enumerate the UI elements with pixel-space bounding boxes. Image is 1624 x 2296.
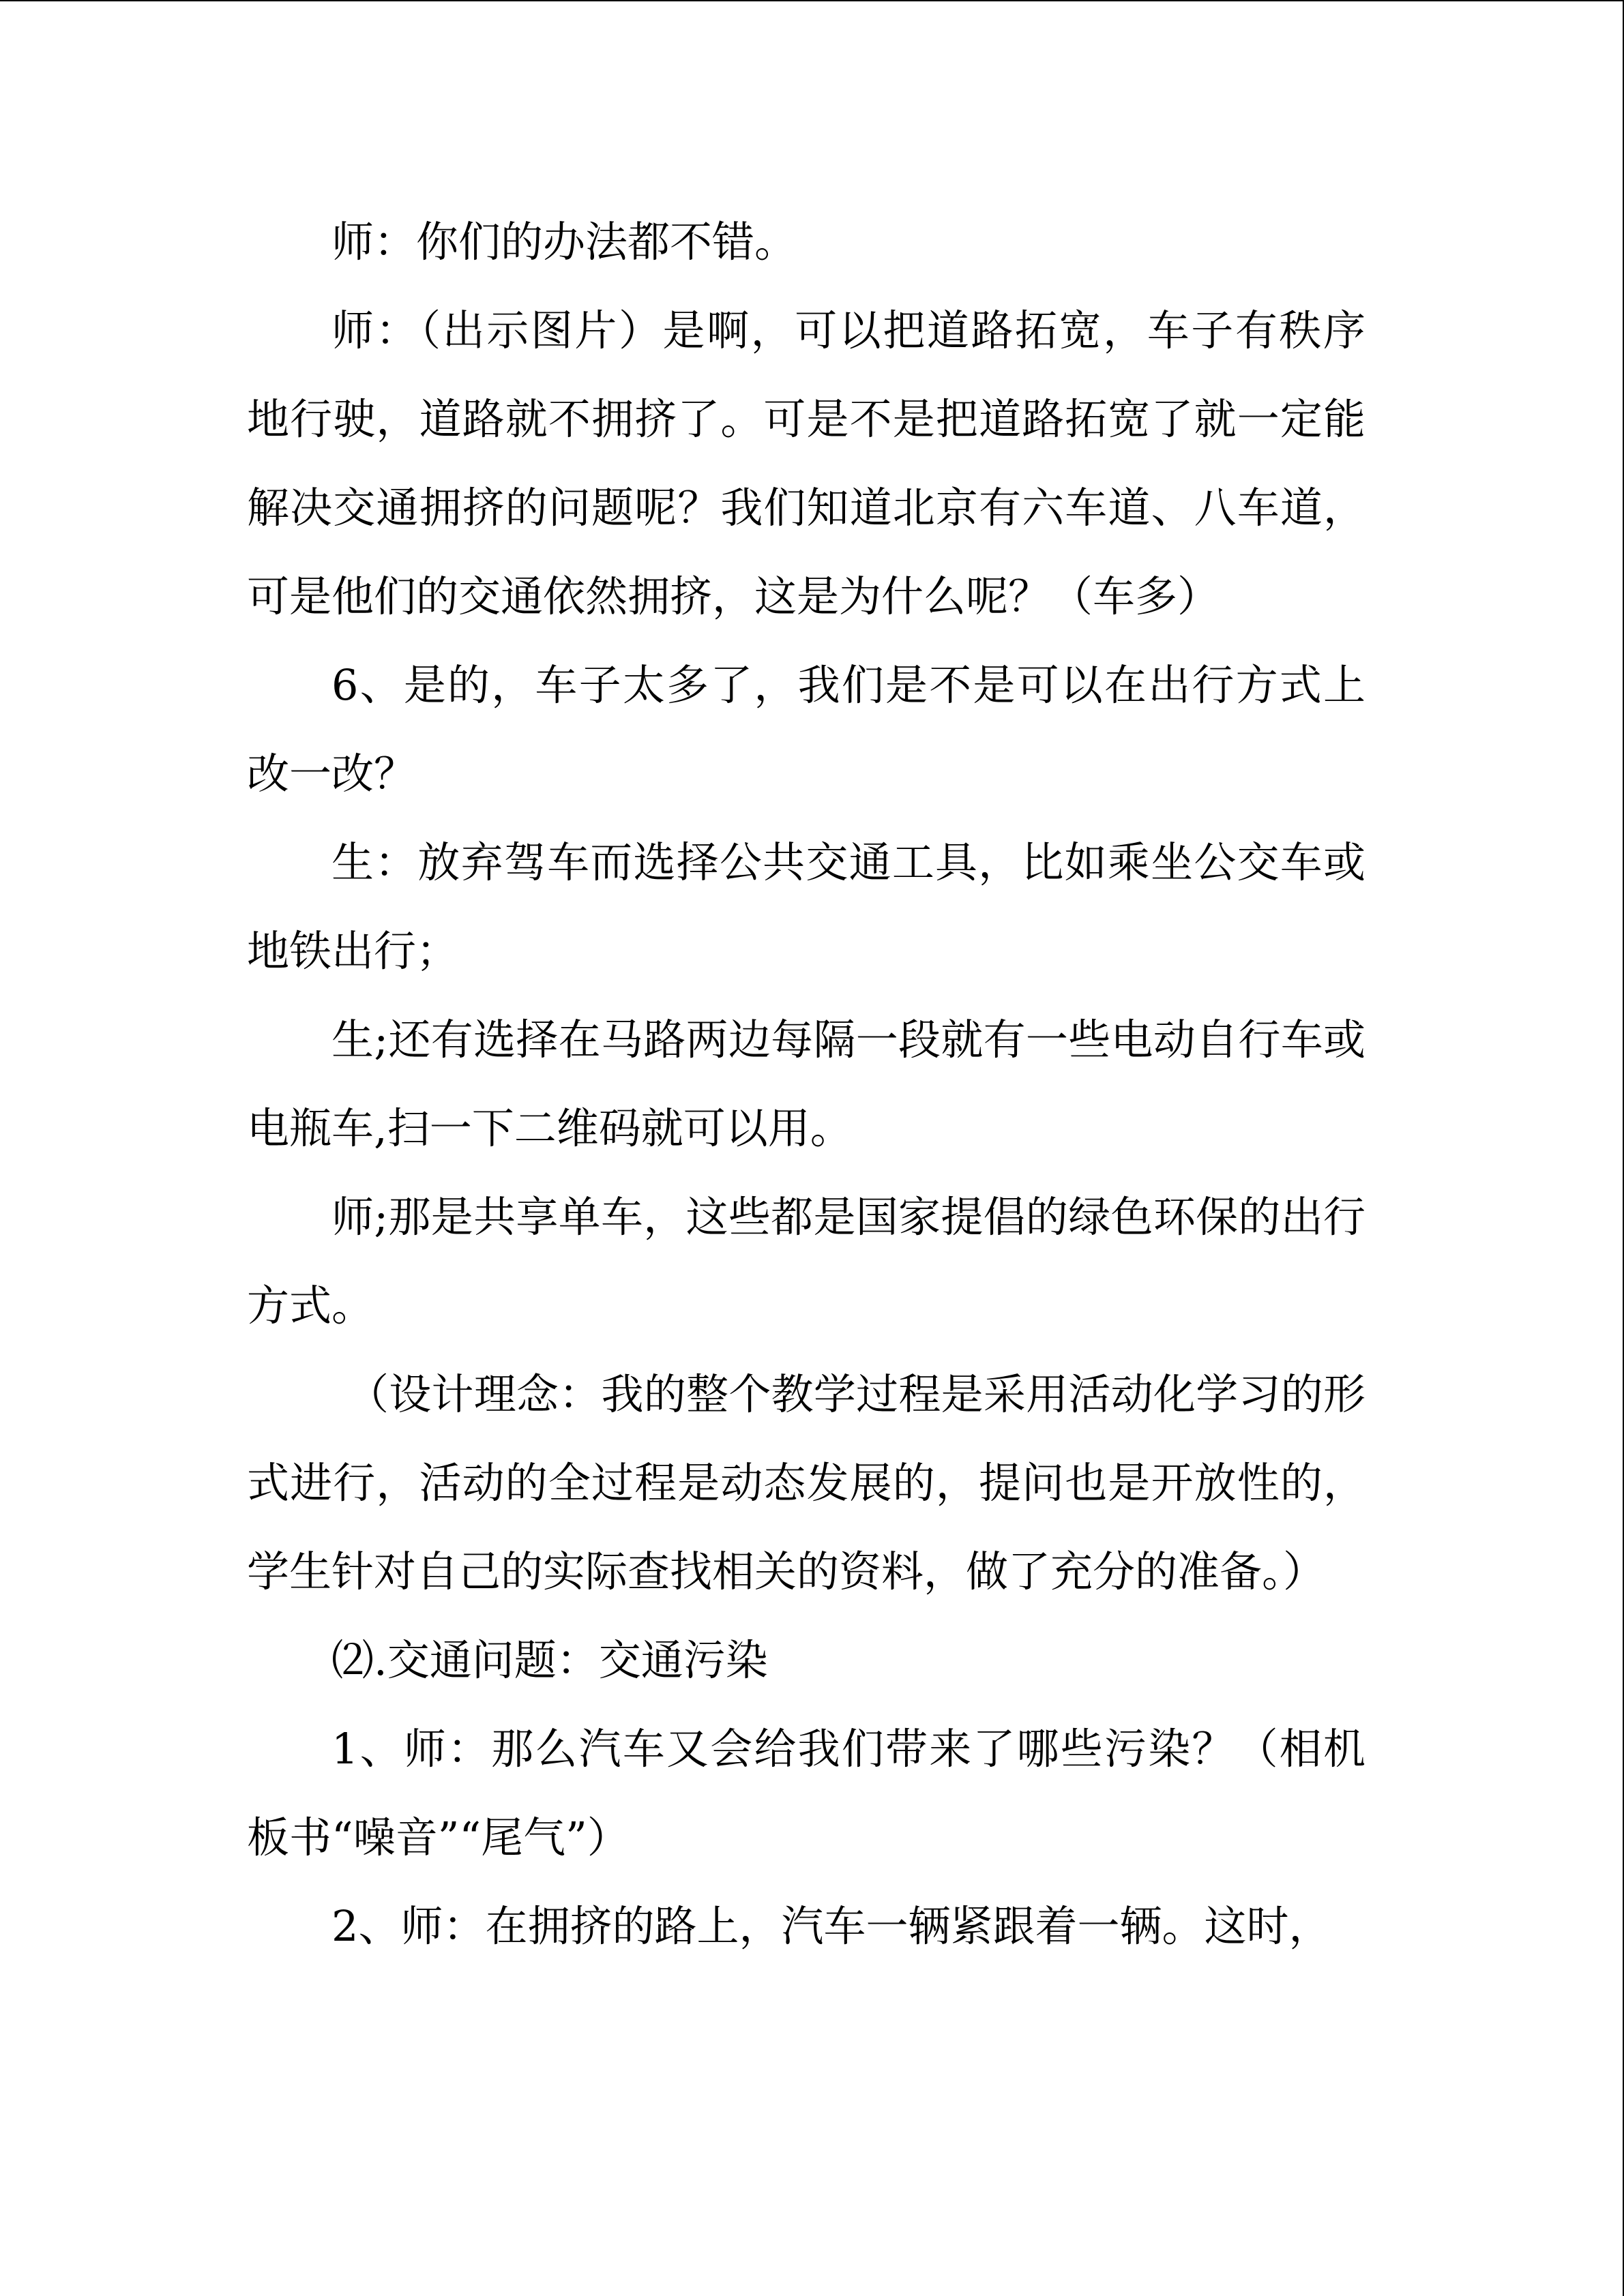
paragraph: 师：你们的办法都不错。 <box>331 217 797 267</box>
document-body <box>247 198 1365 1971</box>
paragraph: 6、是的，车子太多了，我们是不是可以在出行方式上改一改？ <box>247 660 1365 799</box>
paragraph: 2、师：在拥挤的路上，汽车一辆紧跟着一辆。这时， <box>331 1901 1331 1951</box>
paragraph: 师;那是共享单车，这些都是国家提倡的绿色环保的出行方式。 <box>247 1192 1365 1330</box>
design-note-paragraph: （设计理念：我的整个教学过程是采用活动化学习的形式进行，活动的全过程是动态发展的，提问也是开放性的，学生针对自己的实际查找相关的资料，做了充分的准备。） <box>247 1369 1365 1596</box>
paragraph: 生;还有选择在马路两边每隔一段就有一些电动自行车或电瓶车,扫一下二维码就可以用。 <box>247 1015 1365 1153</box>
paragraph: 生：放弃驾车而选择公共交通工具，比如乘坐公交车或地铁出行； <box>247 837 1365 976</box>
section-heading: ⑵.交通问题：交通污染 <box>331 1635 768 1685</box>
paragraph: 师：（出示图片）是啊，可以把道路拓宽，车子有秩序地行驶，道路就不拥挤了。可是不是把道路拓宽了就一定能解决交通拥挤的问题呢？我们知道北京有六车道、八车道，可是他们的交通依然拥挤，这是为什么呢？（车多） <box>247 305 1365 621</box>
paragraph: 1、师：那么汽车又会给我们带来了哪些污染？（相机板书“噪音”“尾气”） <box>247 1724 1365 1862</box>
